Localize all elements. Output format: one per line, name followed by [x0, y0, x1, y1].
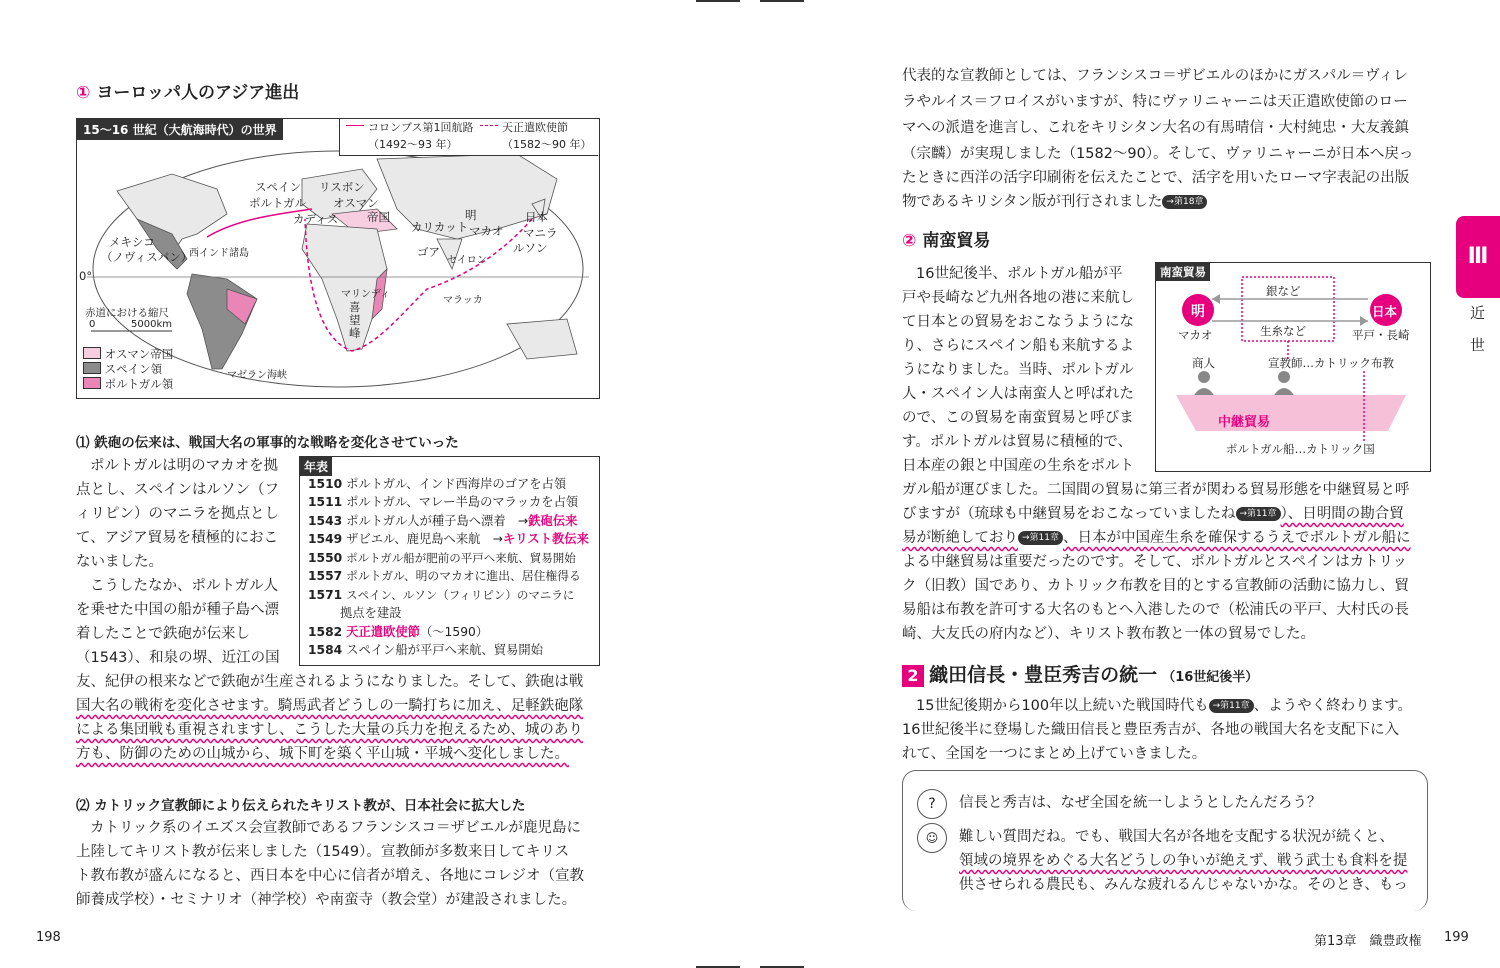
paragraph-line: （1543）、和泉の堺、近江の国	[76, 650, 280, 666]
merchant-label: 商人	[1192, 356, 1215, 370]
relay-trade-label: 中継貿易	[1218, 415, 1271, 430]
paragraph-line: よる中継貿易は重要だったのです。そして、ポルトガルとスペインはカトリッ	[902, 554, 1408, 570]
timeline-year: 1550	[308, 551, 343, 565]
silver-arrowhead	[1212, 294, 1220, 304]
subheading-guns	[76, 431, 459, 451]
scale-title: 赤道における縮尺	[85, 307, 169, 319]
paragraph-line: て日本との貿易をおこなうようにな	[902, 314, 1134, 330]
place-label: セイロン	[447, 255, 487, 266]
paragraph-line: 点とし、スペインはルソン（フ	[76, 482, 279, 498]
subheading-number: ⑴	[76, 435, 90, 451]
paragraph-line: ィリピン）のマニラを拠点とし	[76, 506, 279, 522]
subheading-title: 鉄砲の伝来は、戦国大名の軍事的な戦略を変化させていった	[94, 435, 459, 451]
chapter-ref-badge: →第11章	[1018, 531, 1063, 545]
paragraph-line: て、アジア貿易を積極的におこ	[76, 530, 279, 546]
student-question: 信長と秀吉は、なぜ全国を統一しようとしたんだろう？	[959, 795, 1322, 811]
missionary-body	[1274, 388, 1294, 395]
timeline-text: スペイン船が平戸へ来航、貿易開始	[346, 643, 543, 657]
paragraph-text: 易が断絶しており	[902, 530, 1018, 546]
area-legend	[83, 347, 173, 392]
place-label: スペイン	[255, 180, 301, 194]
section-heading-europeans	[76, 78, 299, 103]
trade-heading: 南蛮貿易	[1156, 263, 1210, 281]
teacher-answer-line: 難しい質問だね。でも、戦国大名が各地を支配する状況が続くと、	[959, 829, 1394, 845]
route-legend	[339, 119, 598, 156]
timeline-text: ザビエル、鹿児島へ来航 →	[346, 532, 504, 546]
merchant-head	[1198, 371, 1210, 383]
timeline-text: ポルトガル船が肥前の平戸へ来航、貿易開始	[346, 551, 576, 565]
paragraph-text: 15世紀後期から100年以上続いた戦国時代も	[916, 698, 1209, 714]
place-label: マカオ	[469, 224, 504, 238]
paragraph-line: 人・スペイン人は南蛮人と呼ばれた	[902, 386, 1134, 402]
trim-mark	[696, 0, 740, 2]
timeline-text: ポルトガル人が種子島へ漂着 →	[346, 514, 529, 528]
timeline-year: 1582	[308, 625, 343, 639]
legend-columbus-years: （1492〜93 年）	[368, 138, 458, 151]
paragraph-line: たときに西洋の活字印刷術を伝えたことで、活字を用いたローマ字表記の出版	[902, 170, 1410, 186]
paragraph-line: 16世紀後半に登場した織田信長と豊臣秀吉が、各地の戦国大名を支配下に入	[902, 722, 1399, 738]
timeline-year: 1510	[308, 477, 343, 491]
paragraph-text: 、日本が中国産生糸を確保するうえでポルトガル船に	[1063, 530, 1411, 546]
section-number-badge: 2	[902, 665, 924, 687]
paragraph-line: す。ポルトガルは貿易に積極的で、	[902, 434, 1133, 450]
place-label: メキシコ	[109, 235, 155, 249]
scale-zero: 0	[89, 319, 96, 330]
paragraph-line: ガル船が運びました。二国間の貿易に第三者が関わる貿易形態を中継貿易と呼	[902, 482, 1410, 498]
paragraph-line: 易船は布教を許可する大名のもとへ入港したので（松浦氏の平戸、大村氏の長	[902, 602, 1409, 618]
timeline-note: （〜1590）	[419, 625, 489, 639]
legend-tensho-label: 天正遣欧使節	[502, 121, 568, 134]
world-map-figure	[76, 118, 600, 399]
timeline-heading: 年表	[300, 457, 332, 476]
place-label: 喜望峰	[349, 300, 361, 340]
section-title: ヨーロッパ人のアジア進出	[96, 83, 300, 103]
legend-spain: スペイン領	[104, 362, 163, 376]
timeline-note: キリスト教伝来	[503, 532, 589, 546]
australia-shape	[507, 319, 577, 359]
timeline-year: 1511	[308, 495, 343, 509]
paragraph-line: 方も、防御のための山城から、城下町を築く平山城・平城へ変化しました。	[76, 746, 569, 762]
place-label: ゴア	[417, 245, 440, 259]
timeline-year: 1557	[308, 569, 343, 583]
place-label: ポルトガル	[249, 196, 307, 210]
paragraph-line: うになりました。当時、ポルトガル	[902, 362, 1134, 378]
timeline-year: 1549	[308, 532, 343, 546]
timeline-year: 1571	[308, 588, 343, 602]
timeline-box	[299, 456, 600, 666]
place-label: マゼラン海峡	[227, 370, 287, 381]
paragraph-text: 物であるキリシタン版が刊行されました	[902, 194, 1163, 210]
timeline-year: 1584	[308, 643, 343, 657]
paragraph-line: 友、紀伊の根来などで鉄砲が生産されるようになりました。そして、鉄砲は戦	[76, 674, 584, 690]
paragraph-line: ないました。	[76, 554, 163, 570]
trim-mark	[760, 0, 804, 2]
teacher-face-icon: ☺	[917, 823, 947, 853]
paragraph-line: 崎、大友氏の府内など）、キリスト教布教と一体の貿易でした。	[902, 626, 1315, 642]
place-label: マニラ	[523, 226, 558, 240]
paragraph-line: 上陸してキリスト教が伝来しました（1549）。宣教師が多数来日してキリス	[76, 844, 570, 860]
paragraph-line: 国大名の戦術を変化させます。騎馬武者どうしの一騎打ちに加え、足軽鉄砲隊	[76, 698, 584, 714]
legend-swatch	[83, 377, 101, 389]
map-title: 15〜16 世紀（大航海時代）の世界	[77, 119, 283, 140]
running-head: 第13章 織豊政権	[1314, 934, 1422, 949]
legend-columbus-label: コロンブス第1回航路	[368, 121, 474, 134]
silk-arrowhead	[1360, 316, 1368, 326]
place-label: （ノヴィスパン）	[101, 250, 193, 264]
macau-label: マカオ	[1178, 328, 1213, 342]
dialog-box	[902, 770, 1428, 911]
paragraph-text: 、ようやく終わります。	[1253, 698, 1412, 714]
teacher-answer-line: 領域の境界をめぐる大名どうしの争いが絶えず、戦う武士も食料を提	[959, 853, 1408, 869]
chapter-side-label: 近	[1470, 304, 1486, 322]
place-label: ルソン	[513, 241, 548, 255]
paragraph-line	[902, 504, 1404, 524]
place-label: オスマン	[333, 196, 379, 210]
timeline-text: ポルトガル、インド西海岸のゴアを占領	[346, 477, 567, 491]
chapter-tab: Ⅲ	[1456, 216, 1500, 298]
paragraph-line: れて、全国を一つにまとめ上げていきました。	[902, 746, 1207, 762]
section-heading-nanban	[902, 226, 990, 251]
teacher-answer-line: 供させられる農民も、みんな疲れるんじゃないかな。そのとき、もっ	[959, 877, 1408, 893]
subheading-title: カトリック宣教師により伝えられたキリスト教が、日本社会に拡大した	[94, 798, 526, 814]
missionary-label: 宣教師…カトリック布教	[1268, 356, 1395, 370]
paragraph-line: マへの派遣を進言し、これをキリシタン大名の有馬晴信・大村純忠・大友義鎮	[902, 120, 1409, 136]
paragraph-line: 代表的な宣教師としては、フランシスコ＝ザビエルのほかにガスパル＝ヴィレ	[902, 68, 1408, 84]
hirado-label: 平戸・長崎	[1352, 328, 1410, 342]
paragraph-line	[916, 696, 1412, 716]
section-number: ②	[902, 231, 917, 251]
legend-ottoman: オスマン帝国	[104, 347, 174, 361]
chapter-ref-badge: →第18章	[1162, 195, 1207, 209]
paragraph-line: による集団戦も重視されますし、こうした大量の兵力を抱えるため、城のあり	[76, 722, 583, 738]
student-face-icon: ?	[917, 789, 947, 819]
paragraph-line: カトリック系のイエズス会宣教師であるフランシスコ＝ザビエルが鹿児島に	[90, 820, 582, 836]
legend-swatch	[83, 347, 101, 359]
section-number: ①	[76, 83, 91, 103]
place-label: マリンディ	[341, 289, 391, 300]
chapter-side-label: 世	[1470, 336, 1486, 354]
place-label: カリカット	[411, 220, 469, 234]
paragraph-line: ので、この貿易を南蛮貿易と呼びま	[902, 410, 1134, 426]
ship-hull	[1176, 395, 1406, 431]
paragraph-line: 師養成学校）・セミナリオ（神学校）や南蛮寺（教会堂）が建設されました。	[76, 892, 577, 908]
place-label: 日本	[525, 210, 548, 224]
place-label: 帝国	[367, 210, 390, 224]
paragraph-line: り、さらにスペイン船も来航するよ	[902, 338, 1134, 354]
place-label: リスボン	[319, 180, 365, 194]
paragraph-line: ト教布教が盛んになると、西日本を中心に信者が増え、各地にコレジオ（宣教	[76, 868, 585, 884]
paragraph-line: ク（旧教）国であり、カトリック布教を目的とする宣教師の活動に協力し、貿	[902, 578, 1409, 594]
section-period-note: （16世紀後半）	[1162, 670, 1259, 685]
chapter-ref-badge: →第11章	[1209, 699, 1254, 713]
paragraph-line: 16世紀後半、ポルトガル船が平	[916, 266, 1123, 282]
missionary-head	[1278, 371, 1290, 383]
timeline-text: 天正遣欧使節	[346, 625, 420, 639]
timeline-note: 鉄砲伝来	[528, 514, 578, 528]
subheading-christianity	[76, 794, 525, 814]
paragraph-line: 日本産の銀と中国産の生糸をポルト	[902, 458, 1134, 474]
paragraph-line: を乗せた中国の船が種子島へ漂	[76, 602, 279, 618]
paragraph-line	[902, 192, 1207, 212]
nanban-trade-diagram	[1155, 262, 1431, 472]
place-label: 西インド諸島	[189, 248, 249, 259]
subheading-number: ⑵	[76, 798, 90, 814]
legend-portugal: ポルトガル領	[104, 377, 174, 391]
paragraph-line: ポルトガルは明のマカオを拠	[90, 458, 279, 474]
equator-label: 0°	[79, 269, 93, 283]
timeline-text: 拠点を建設	[340, 606, 402, 620]
paragraph-line: ラやルイス＝フロイスがいますが、特にヴァリニャーニは天正遣欧使節のロー	[902, 94, 1408, 110]
paragraph-line: 着したことで鉄砲が伝来し	[76, 626, 250, 642]
paragraph-text: びますが（琉球も中継貿易をおこなっていましたね	[902, 506, 1236, 522]
legend-dashed-line	[480, 125, 498, 126]
page-number-right: 199	[1444, 930, 1469, 945]
legend-swatch	[83, 362, 101, 374]
paragraph-text: ）、日明間の勘合貿	[1280, 506, 1404, 522]
section-title: 南蛮貿易	[922, 231, 991, 251]
page-number-left: 198	[36, 930, 61, 945]
chapter-ref-badge: →第11章	[1236, 507, 1281, 521]
ming-label: 明	[1191, 304, 1205, 320]
ship-label: ポルトガル船…カトリック国	[1226, 442, 1375, 456]
legend-solid-line	[346, 125, 364, 126]
paragraph-line: 戸や長崎など九州各地の港に来航し	[902, 290, 1134, 306]
merchant-body	[1194, 388, 1214, 395]
paragraph-line: こうしたなか、ポルトガル人	[90, 578, 279, 594]
place-label: マラッカ	[443, 295, 483, 306]
scale-value: 5000km	[131, 319, 172, 330]
section-heading-unification	[902, 660, 1258, 687]
silk-label: 生糸など	[1260, 324, 1306, 338]
japan-label: 日本	[1372, 304, 1398, 319]
legend-tensho-years: （1582〜90 年）	[502, 138, 592, 151]
place-label: 明	[465, 208, 477, 222]
timeline-text: スペイン、ルソン（フィリピン）のマニラに	[346, 588, 575, 602]
timeline-text: ポルトガル、明のマカオに進出、居住権得る	[346, 569, 581, 583]
silver-label: 銀など	[1266, 284, 1301, 298]
section-title: 織田信長・豊臣秀吉の統一	[929, 664, 1158, 686]
place-label: カディス	[293, 212, 339, 226]
timeline-year: 1543	[308, 514, 343, 528]
paragraph-line	[902, 528, 1411, 548]
timeline-text: ポルトガル、マレー半島のマラッカを占領	[346, 495, 579, 509]
paragraph-line: （宗麟）が実現しました（1582〜90）。そして、ヴァリニャーニが日本へ戻っ	[902, 146, 1414, 162]
